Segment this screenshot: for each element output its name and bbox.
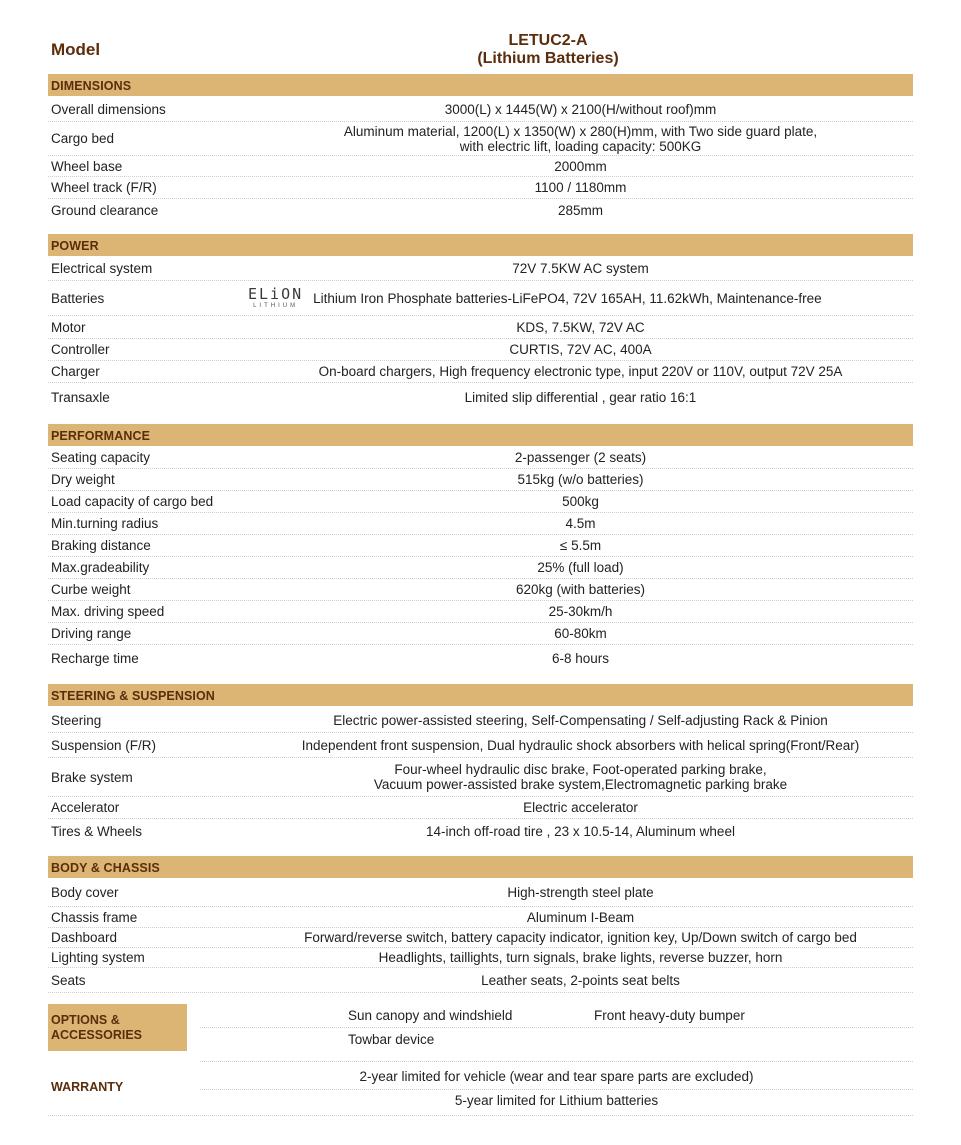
spec-value: 515kg (w/o batteries) [517, 472, 644, 487]
spec-row [48, 491, 913, 513]
spec-label: Max. driving speed [51, 604, 165, 619]
spec-label: Seats [51, 972, 86, 988]
spec-label: Overall dimensions [51, 101, 166, 117]
spec-value: Aluminum material, 1200(L) x 1350(W) x 280(H)mm, with Two side guard plate, with electric lift, loading capacity: 500KG [343, 123, 818, 154]
model-variant: (Lithium Batteries) [477, 50, 619, 67]
section-options-accessories [48, 1004, 187, 1051]
spec-row [48, 339, 913, 361]
spec-value: 72V 7.5KW AC system [512, 261, 649, 276]
spec-value: Independent front suspension, Dual hydraulic shock absorbers with helical spring(Front/Rear) [301, 737, 860, 753]
spec-row [48, 819, 913, 843]
spec-label: Driving range [51, 626, 132, 641]
section-body-chassis: BODY & CHASSIS [48, 856, 913, 878]
spec-value: 6-8 hours [551, 651, 610, 666]
divider [200, 1061, 913, 1062]
spec-row [48, 199, 913, 222]
spec-value: Aluminum I-Beam [526, 909, 635, 925]
section-performance: PERFORMANCE [48, 424, 913, 446]
spec-row [48, 928, 913, 948]
model-value [258, 32, 838, 68]
spec-value: Electric power-assisted steering, Self-Compensating / Self-adjusting Rack & Pinion [333, 712, 828, 728]
spec-label: Cargo bed [51, 131, 115, 146]
spec-label: Max.gradeability [51, 560, 150, 575]
logo-main-text: ELiON [248, 284, 304, 303]
spec-value: 1100 / 1180mm [534, 180, 627, 195]
section-power: POWER [48, 234, 913, 256]
spec-label: Min.turning radius [51, 516, 159, 531]
spec-value: On-board chargers, High frequency electronic type, input 220V or 110V, output 72V 25A [318, 364, 843, 379]
spec-label: Electrical system [51, 261, 153, 276]
options-title-line1: OPTIONS & [51, 1013, 120, 1027]
option-item: Sun canopy and windshield [348, 1008, 513, 1023]
spec-value: Limited slip differential , gear ratio 16:1 [464, 389, 697, 405]
spec-row [48, 513, 913, 535]
spec-row [48, 601, 913, 623]
spec-row [48, 733, 913, 758]
spec-value: 3000(L) x 1445(W) x 2100(H/without roof)mm [444, 101, 717, 117]
spec-label: Motor [51, 319, 86, 335]
spec-value: CURTIS, 72V AC, 400A [509, 342, 652, 357]
spec-row [48, 177, 913, 199]
spec-value: Headlights, taillights, turn signals, brake lights, reverse buzzer, horn [378, 950, 783, 965]
spec-row [48, 579, 913, 601]
spec-label: Brake system [51, 769, 133, 785]
spec-label: Controller [51, 342, 110, 357]
spec-value: 285mm [557, 203, 603, 218]
spec-label: Suspension (F/R) [51, 737, 157, 753]
spec-value: High-strength steel plate [507, 885, 654, 900]
spec-row [48, 797, 913, 819]
spec-row [48, 879, 913, 907]
spec-label: Load capacity of cargo bed [51, 494, 214, 509]
section-steering-suspension: STEERING & SUSPENSION [48, 684, 913, 706]
spec-value: Leather seats, 2-points seat belts [481, 972, 680, 988]
model-name: LETUC2-A [508, 32, 588, 49]
spec-label: Steering [51, 712, 102, 728]
spec-value: ≤ 5.5m [559, 538, 602, 553]
elion-lithium-logo-icon [248, 284, 304, 310]
model-row [48, 30, 913, 70]
spec-label: Recharge time [51, 651, 139, 666]
spec-row [48, 469, 913, 491]
warranty-item: 2-year limited for vehicle (wear and tear spare parts are excluded) [359, 1069, 754, 1084]
spec-value [248, 281, 913, 315]
spec-value: 14-inch off-road tire , 23 x 10.5-14, Aluminum wheel [426, 823, 735, 839]
spec-label: Tires & Wheels [51, 823, 143, 839]
warranty-item: 5-year limited for Lithium batteries [454, 1093, 659, 1108]
model-label: Model [51, 40, 101, 59]
spec-label: Transaxle [51, 389, 110, 405]
spec-row [48, 623, 913, 645]
spec-label: Chassis frame [51, 909, 138, 925]
spec-label: Body cover [51, 885, 119, 900]
option-item: Front heavy-duty bumper [594, 1008, 745, 1023]
spec-row [48, 708, 913, 733]
spec-value: Four-wheel hydraulic disc brake, Foot-operated parking brake, Vacuum power-assisted brake system,Electromagnetic parking brake [373, 762, 788, 792]
option-item: Towbar device [348, 1032, 435, 1047]
spec-label: Seating capacity [51, 450, 151, 465]
spec-row [48, 968, 913, 993]
divider [200, 1089, 913, 1090]
spec-row [48, 281, 913, 316]
spec-label: Curbe weight [51, 582, 131, 597]
spec-label: Lighting system [51, 950, 145, 965]
spec-row [48, 645, 913, 672]
spec-row [48, 758, 913, 797]
spec-label: Braking distance [51, 538, 151, 553]
spec-value: 4.5m [565, 516, 596, 531]
spec-value: 500kg [562, 494, 599, 509]
spec-row [48, 316, 913, 339]
spec-row [48, 257, 913, 281]
spec-row [48, 156, 913, 177]
divider [200, 1027, 913, 1028]
spec-value: 2-passenger (2 seats) [514, 450, 647, 465]
spec-value: 25% (full load) [537, 560, 624, 575]
spec-label: Charger [51, 364, 100, 379]
spec-label: Ground clearance [51, 203, 159, 218]
divider [48, 1115, 913, 1116]
section-dimensions: DIMENSIONS [48, 74, 913, 96]
spec-label: Dashboard [51, 930, 118, 945]
batteries-text: Lithium Iron Phosphate batteries-LiFePO4, 72V 165AH, 11.62kWh, Maintenance-free [313, 290, 822, 306]
section-warranty: WARRANTY [51, 1080, 124, 1094]
spec-label: Accelerator [51, 800, 120, 815]
spec-label: Wheel track (F/R) [51, 180, 157, 195]
spec-row [48, 122, 913, 156]
spec-row [48, 447, 913, 469]
spec-value: KDS, 7.5KW, 72V AC [516, 319, 645, 335]
spec-row [48, 557, 913, 579]
spec-value: 60-80km [554, 626, 607, 641]
spec-row [48, 361, 913, 383]
spec-value: 25-30km/h [548, 604, 613, 619]
spec-row [48, 383, 913, 411]
spec-row [48, 97, 913, 122]
spec-row [48, 535, 913, 557]
logo-sub-text: LITHIUM [253, 302, 299, 309]
spec-value: 2000mm [554, 158, 607, 174]
spec-label: Dry weight [51, 472, 115, 487]
spec-label: Batteries [51, 290, 105, 306]
spec-row [48, 907, 913, 928]
spec-row [48, 948, 913, 968]
spec-label: Wheel base [51, 158, 123, 174]
spec-value: Forward/reverse switch, battery capacity indicator, ignition key, Up/Down switch of cargo bed [304, 930, 857, 945]
options-title-line2: ACCESSORIES [51, 1028, 142, 1042]
spec-value: 620kg (with batteries) [515, 582, 646, 597]
spec-value: Electric accelerator [523, 800, 638, 815]
